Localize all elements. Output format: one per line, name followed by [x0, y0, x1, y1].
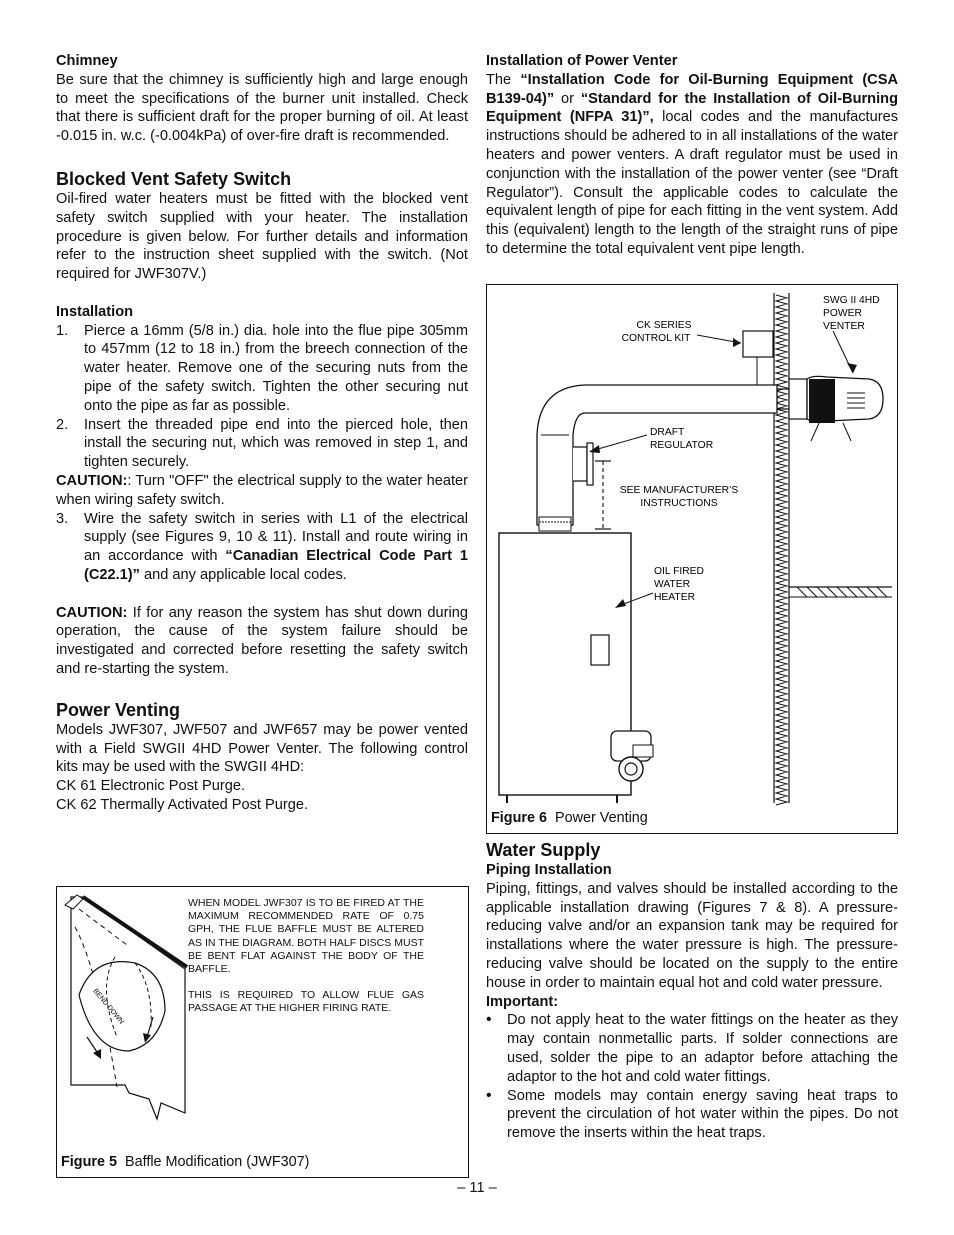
list-item — [56, 416, 468, 472]
baffle-note-2: THIS IS REQUIRED TO ALLOW FLUE GAS PASSAGE AT THE HIGHER FIRING RATE. — [188, 989, 424, 1015]
ipv-code-2: “Standard for the Installation of Oil-Burning Equipment (NFPA 31)”, — [486, 90, 898, 126]
figure-5-label: Figure 5 — [61, 1154, 117, 1170]
baffle-note — [188, 897, 424, 1016]
ipv-or: or — [554, 90, 581, 107]
important-list — [486, 1011, 898, 1143]
draft-label-2: REGULATOR — [650, 440, 714, 451]
power-venting-diagram — [487, 285, 897, 833]
bullet-icon: • — [486, 1086, 492, 1104]
step-text — [84, 510, 468, 585]
step-text: Insert the threaded pipe end into the pierced hole, then install the securing nut, which was removed in step 1, and tighten securely. — [84, 416, 468, 471]
installation-heading: Installation — [56, 303, 134, 320]
list-item — [56, 322, 468, 416]
chimney-paragraph: Be sure that the chimney is sufficiently high and large enough to meet the specifications of the burner unit installed. Check that there is sufficient draft for the proper burning of oil. At least -0.015 in. w.c. (-0.004kPa) of over-fire draft is recommended. — [56, 71, 468, 145]
step-number: 2. — [56, 416, 69, 433]
figure-6-label: Figure 6 — [491, 810, 547, 826]
oil-label-3: HEATER — [654, 592, 696, 603]
step-text-b: and any applicable local codes. — [139, 566, 347, 583]
bvss-paragraph: Oil-fired water heaters must be fitted with the blocked vent safety switch supplied with your heater. The installation procedure is given below. For further details and information refer to the instruction sheet supplied with the switch. (Not required for JWF307V.) — [56, 190, 468, 283]
oil-label-2: WATER — [654, 579, 691, 590]
ck62-line: CK 62 Thermally Activated Post Purge. — [56, 796, 308, 813]
figure-5-caption — [61, 1154, 309, 1170]
step-number: 1. — [56, 322, 69, 339]
ipv-heading: Installation of Power Venter — [486, 53, 678, 69]
figure-6-caption — [491, 810, 648, 826]
ipv-rest: local codes and the manufactures instructions should be adhered to in all installations of the water heaters and power venters. A draft regulator must be used in conjunction with the installation of the power venter (see “Draft Regulator”). Consult the applicable codes to calculate the equivalent length of pipe for each fitting in the vent system. Add this (equivalent) length to the length of the straight runs of pipe to determine the total equivalent vent pipe length. — [486, 109, 898, 257]
step-code-ref: “Canadian Electrical Code Part 1 (C22.1)” — [84, 548, 468, 583]
figure-5-title: Baffle Modification (JWF307) — [124, 1154, 310, 1170]
caution-1 — [56, 472, 468, 510]
installation-steps-cont — [56, 510, 468, 585]
piping-heading: Piping Installation — [486, 862, 612, 878]
list-item — [486, 1087, 898, 1143]
swg-label-1: SWG II 4HD — [823, 295, 880, 306]
bullet-icon: • — [486, 1011, 492, 1029]
caution-text: : Turn "OFF" the electrical supply to the water heater when wiring safety switch. — [56, 472, 468, 508]
important-label: Important: — [486, 993, 559, 1010]
bend-down-label: BEND DOWN — [91, 987, 125, 1026]
see-label-1: SEE MANUFACTURER’S — [619, 485, 739, 496]
water-supply-heading: Water Supply — [486, 840, 601, 860]
oil-label-1: OIL FIRED — [654, 566, 704, 577]
caution-text: If for any reason the system has shut down during operation, the cause of the system failure should be investigated and corrected before resetting the safety switch and re-starting the system. — [56, 604, 468, 677]
bvss-heading: Blocked Vent Safety Switch — [56, 168, 292, 189]
ck-series-label-1: CK SERIES — [636, 320, 692, 331]
power-venting-heading: Power Venting — [56, 699, 181, 720]
right-column-bottom — [486, 839, 898, 1143]
caution-2 — [56, 604, 468, 679]
ck-series-label-2: CONTROL KIT — [621, 333, 691, 344]
ipv-code-1: “Installation Code for Oil-Burning Equipment (CSA B139-04)” — [486, 71, 898, 107]
page-number: – 11 – — [457, 1180, 497, 1196]
ipv-paragraph — [486, 71, 898, 259]
list-item — [486, 1011, 898, 1086]
caution-label: CAUTION: — [56, 604, 128, 621]
figure-6-title: Power Venting — [554, 810, 648, 826]
baffle-note-1: WHEN MODEL JWF307 IS TO BE FIRED AT THE MAXIMUM RECOMMENDED RATE OF 0.75 GPH, THE FLUE BAFFLE MUST BE ALTERED AS IN THE DIAGRAM. BOTH HALF DISCS MUST BE BENT FLAT AGAINST THE BODY OF THE BAFFLE. — [188, 897, 424, 976]
installation-steps — [56, 322, 468, 472]
ipv-the: The — [486, 71, 521, 88]
swg-label-3: VENTER — [823, 321, 865, 332]
right-column-top — [486, 52, 898, 259]
ck61-line: CK 61 Electronic Post Purge. — [56, 778, 245, 795]
power-venting-paragraph: Models JWF307, JWF507 and JWF657 may be power vented with a Field SWGII 4HD Power Venter. The following control kits may be used with the SWGII 4HD: — [56, 721, 468, 776]
swg-label-2: POWER — [823, 308, 862, 319]
list-item — [56, 510, 468, 585]
draft-label-1: DRAFT — [650, 427, 685, 438]
see-label-2: INSTRUCTIONS — [640, 498, 718, 509]
caution-label: CAUTION: — [56, 472, 128, 489]
step-text: Pierce a 16mm (5/8 in.) dia. hole into the flue pipe 305mm to 457mm (12 to 18 in.) from the breech connection of the water heater. Remove one of the securing nuts from the pipe of the safety switch. Tighten the other securing nut onto the pipe as far as possible. — [84, 322, 468, 414]
chimney-heading: Chimney — [56, 53, 118, 69]
step-text-a: Wire the safety switch in series with L1 of the electrical supply (see Figures 9, 10 & 11). Install and route wiring in an accordance with — [84, 510, 468, 565]
figure-6 — [486, 284, 898, 834]
piping-paragraph: Piping, fittings, and valves should be installed according to the applicable installation drawing (Figures 7 & 8). A pressure-reducing valve and/or an expansion tank may be required for installations where the water pressure is high. The pressure-reducing valve should be located on the supply to the entire house in order to maintain equal hot and cold water pressure. — [486, 880, 898, 991]
left-column — [56, 52, 468, 815]
bullet-text: Some models may contain energy saving heat traps to prevent the circulation of hot water within the pipes. Do not remove the inserts within the heat traps. — [507, 1087, 898, 1142]
step-number: 3. — [56, 510, 69, 527]
bullet-text: Do not apply heat to the water fittings on the heater as they may contain nonmetallic parts. If solder connections are used, solder the pipe to an adaptor before attaching the adaptor to the hot and cold water fittings. — [507, 1012, 898, 1085]
